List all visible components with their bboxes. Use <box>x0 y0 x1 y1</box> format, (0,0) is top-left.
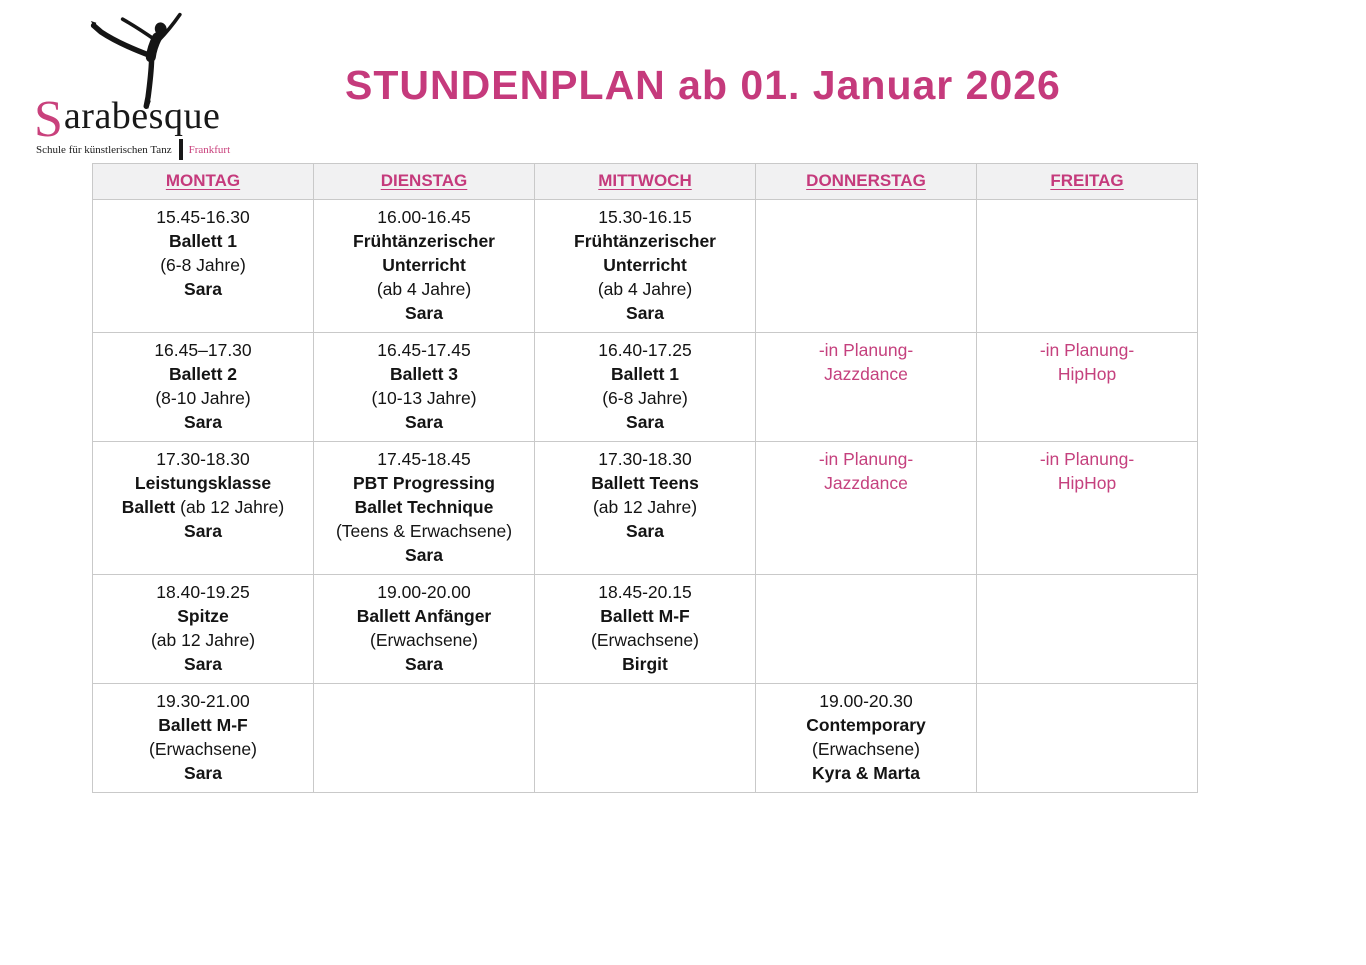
cell-line: Ballett 1 <box>168 231 238 251</box>
cell-line: Contemporary <box>806 715 926 735</box>
schedule-row <box>93 333 1198 442</box>
schedule-cell <box>535 333 756 442</box>
cell-line: PBT Progressing <box>353 473 495 493</box>
cell-line: (Erwachsene) <box>591 630 699 650</box>
cell-line: Ballett 1 <box>610 364 680 384</box>
schedule-cell <box>535 200 756 333</box>
schedule-cell <box>93 333 314 442</box>
schedule-row <box>93 684 1198 793</box>
cell-line: HipHop <box>1057 364 1117 384</box>
cell-line: Frühtänzerischer <box>574 231 716 251</box>
day-header-montag: MONTAG <box>93 164 314 200</box>
cell-line: 19.00-20.30 <box>819 691 913 711</box>
cell-line: (ab 4 Jahre) <box>597 279 693 299</box>
cell-line: Sara <box>184 654 222 674</box>
schedule-cell-empty <box>535 684 756 793</box>
schedule-cell <box>535 575 756 684</box>
logo-city: Frankfurt <box>188 143 231 156</box>
schedule-cell-empty <box>756 200 977 333</box>
cell-line: Sara <box>184 412 222 432</box>
logo-tagline: Schule für künstlerischen Tanz <box>36 143 172 156</box>
cell-line: 19.30-21.00 <box>156 691 250 711</box>
logo-divider-bar <box>179 139 183 160</box>
cell-line: Ballett M-F <box>600 606 690 626</box>
cell-line: 17.45-18.45 <box>377 449 471 469</box>
schedule-cell <box>93 442 314 575</box>
cell-line: 15.30-16.15 <box>598 207 692 227</box>
cell-line: 16.00-16.45 <box>377 207 471 227</box>
cell-line: Ballet Technique <box>354 497 494 517</box>
schedule-cell <box>535 442 756 575</box>
cell-line: Birgit <box>622 654 668 674</box>
cell-line: Sara <box>405 303 443 323</box>
cell-line: Ballett Teens <box>591 473 699 493</box>
cell-line: 15.45-16.30 <box>156 207 250 227</box>
cell-line: (8-10 Jahre) <box>155 388 251 408</box>
schedule-cell <box>93 200 314 333</box>
cell-line: 17.30-18.30 <box>156 449 250 469</box>
cell-line: Sara <box>184 521 222 541</box>
cell-line: Jazzdance <box>824 364 908 384</box>
cell-line: Ballett Anfänger <box>356 606 492 626</box>
cell-line: Ballett 3 <box>389 364 459 384</box>
schedule-cell <box>756 442 977 575</box>
schedule-cell-empty <box>314 684 535 793</box>
cell-line: Spitze <box>177 606 229 626</box>
schedule-cell-empty <box>977 575 1198 684</box>
cell-line: Sara <box>626 412 664 432</box>
cell-line: Sara <box>626 521 664 541</box>
schedule-cell-empty <box>977 684 1198 793</box>
cell-line: (Erwachsene) <box>149 739 257 759</box>
schedule-cell <box>314 575 535 684</box>
cell-line: (ab 4 Jahre) <box>376 279 472 299</box>
cell-line: Frühtänzerischer <box>353 231 495 251</box>
logo-tagline-row <box>36 139 230 160</box>
cell-line: Ballett (ab 12 Jahre) <box>121 497 285 517</box>
cell-line: (ab 12 Jahre) <box>592 497 698 517</box>
cell-line: Unterricht <box>603 255 687 275</box>
schedule-cell <box>977 333 1198 442</box>
cell-line: (10-13 Jahre) <box>371 388 477 408</box>
cell-line: -in Planung- <box>1039 449 1135 469</box>
cell-line: Sara <box>184 279 222 299</box>
schedule-row <box>93 442 1198 575</box>
cell-line: (Erwachsene) <box>370 630 478 650</box>
cell-line: (ab 12 Jahre) <box>150 630 256 650</box>
cell-line: 16.45-17.45 <box>377 340 471 360</box>
day-header-mittwoch: MITTWOCH <box>535 164 756 200</box>
schedule-cell <box>977 442 1198 575</box>
day-header-row <box>93 164 1198 200</box>
schedule-cell <box>756 333 977 442</box>
cell-line: -in Planung- <box>1039 340 1135 360</box>
schedule-table <box>92 163 1198 793</box>
schedule-cell <box>314 442 535 575</box>
schedule-cell <box>314 333 535 442</box>
cell-line: Kyra & Marta <box>812 763 920 783</box>
cell-line: Leistungsklasse <box>134 473 272 493</box>
cell-line: -in Planung- <box>818 340 914 360</box>
schedule-cell-empty <box>756 575 977 684</box>
cell-line: 18.45-20.15 <box>598 582 692 602</box>
schedule-cell <box>93 575 314 684</box>
cell-line: Unterricht <box>382 255 466 275</box>
schedule-cell-empty <box>977 200 1198 333</box>
cell-line: Jazzdance <box>824 473 908 493</box>
schedule-cell <box>314 200 535 333</box>
cell-line: (Teens & Erwachsene) <box>335 521 513 541</box>
schedule-cell <box>756 684 977 793</box>
page-title: STUNDENPLAN ab 01. Januar 2026 <box>345 62 1061 108</box>
cell-line: 19.00-20.00 <box>377 582 471 602</box>
cell-line: -in Planung- <box>818 449 914 469</box>
day-header-freitag: FREITAG <box>977 164 1198 200</box>
cell-line: (Erwachsene) <box>812 739 920 759</box>
cell-line: Ballett M-F <box>158 715 248 735</box>
cell-line: (6-8 Jahre) <box>160 255 246 275</box>
cell-line: 16.40-17.25 <box>598 340 692 360</box>
cell-line: Sara <box>405 654 443 674</box>
cell-line: HipHop <box>1057 473 1117 493</box>
day-header-dienstag: DIENSTAG <box>314 164 535 200</box>
logo-name-rest: arabesque <box>63 95 221 137</box>
day-header-donnerstag: DONNERSTAG <box>756 164 977 200</box>
cell-line: Sara <box>184 763 222 783</box>
schedule-row <box>93 575 1198 684</box>
cell-line: Sara <box>405 545 443 565</box>
logo-initial: S <box>34 91 63 148</box>
schedule-cell <box>93 684 314 793</box>
schedule-row <box>93 200 1198 333</box>
cell-line: 16.45–17.30 <box>154 340 252 360</box>
cell-line: 17.30-18.30 <box>598 449 692 469</box>
cell-line: Sara <box>405 412 443 432</box>
cell-line: 18.40-19.25 <box>156 582 250 602</box>
cell-line: (6-8 Jahre) <box>602 388 688 408</box>
cell-line: Sara <box>626 303 664 323</box>
cell-line: Ballett 2 <box>168 364 238 384</box>
